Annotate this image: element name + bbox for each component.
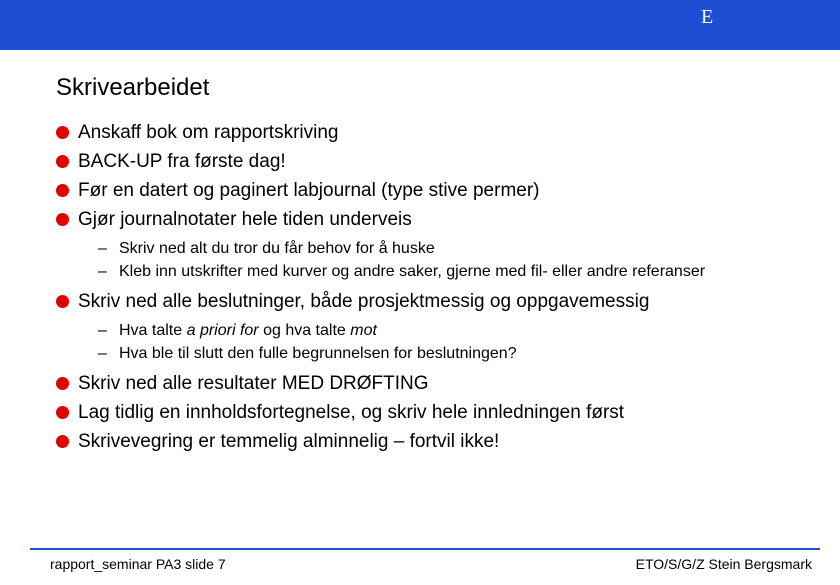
bullet-dot-icon — [56, 406, 69, 419]
bullet-item — [56, 176, 816, 205]
bullet-text: BACK-UP fra første dag! — [78, 151, 286, 172]
bullet-text: Anskaff bok om rapportskriving — [78, 122, 339, 143]
bullet-dot-icon — [56, 184, 69, 197]
bullet-item — [56, 369, 816, 398]
dash-icon: – — [98, 263, 107, 280]
bullet-dot-icon — [56, 295, 69, 308]
sub-bullet-text: Skriv ned alt du tror du får behov for å huske — [119, 240, 435, 257]
sub-bullet-text — [119, 322, 377, 339]
bullet-item — [56, 287, 816, 316]
question-italic-part: a priori for — [186, 322, 259, 339]
bullet-dot-icon — [56, 126, 69, 139]
bullet-text: Skriv ned alle beslutninger, både prosjektmessig og oppgavemessig — [78, 291, 650, 312]
footer-author: ETO/S/G/Z Stein Bergsmark — [635, 556, 812, 572]
sub-bullet-item — [56, 319, 816, 342]
dash-icon: – — [98, 240, 107, 257]
question-italic-part: mot — [350, 322, 377, 339]
bullet-list — [56, 118, 816, 456]
sub-bullet-item — [56, 237, 816, 260]
bullet-dot-icon — [56, 213, 69, 226]
bullet-dot-icon — [56, 377, 69, 390]
bullet-item — [56, 147, 816, 176]
question-part: Hva talte — [119, 322, 187, 339]
dash-icon: – — [98, 345, 107, 362]
sub-bullet-item — [56, 260, 816, 283]
bullet-text: Før en datert og paginert labjournal (type stive permer) — [78, 180, 540, 201]
bullet-item — [56, 118, 816, 147]
bullet-item — [56, 398, 816, 427]
sub-bullet-item — [56, 342, 816, 365]
footer-divider — [30, 548, 820, 550]
bullet-text: Skrivevegring er temmelig alminnelig – fortvil ikke! — [78, 431, 500, 452]
dash-icon: – — [98, 322, 107, 339]
bullet-dot-icon — [56, 435, 69, 448]
header-bar — [0, 0, 840, 50]
bullet-text: Gjør journalnotater hele tiden underveis — [78, 209, 412, 230]
sub-bullet-text: Hva ble til slutt den fulle begrunnelsen for beslutningen? — [119, 345, 517, 362]
bullet-dot-icon — [56, 155, 69, 168]
slide-title: Skrivearbeidet — [56, 74, 210, 101]
question-part: og hva talte — [258, 322, 351, 339]
footer-slide-info: rapport_seminar PA3 slide 7 — [50, 556, 226, 572]
sub-bullet-text: Kleb inn utskrifter med kurver og andre saker, gjerne med fil- eller andre referanser — [119, 263, 706, 280]
header-corner-mark: E — [701, 6, 714, 28]
bullet-text: Lag tidlig en innholdsfortegnelse, og skriv hele innledningen først — [78, 402, 625, 423]
bullet-item — [56, 427, 816, 456]
bullet-text: Skriv ned alle resultater MED DRØFTING — [78, 373, 429, 394]
bullet-item — [56, 205, 816, 234]
